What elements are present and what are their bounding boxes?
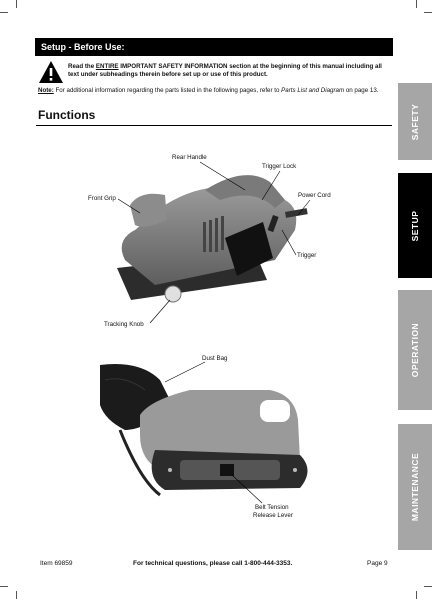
belt-sander-bottom-illustration (100, 360, 330, 510)
tab-setup-label: SETUP (410, 210, 420, 241)
callout-power-cord: Power Cord (298, 192, 331, 199)
tab-operation[interactable] (398, 290, 432, 410)
crop-mark (424, 586, 432, 587)
callout-trigger: Trigger (297, 252, 317, 259)
footer-item-number: Item 69859 (40, 560, 73, 567)
callout-trigger-lock: Trigger Lock (262, 163, 297, 170)
crop-mark (424, 12, 432, 13)
section-banner (35, 38, 393, 56)
warning-text-pre: Read the (68, 63, 96, 70)
title-divider (36, 125, 392, 126)
warning-text-entire: ENTIRE (95, 63, 119, 70)
crop-mark (16, 0, 17, 8)
warning-text (68, 63, 388, 79)
callout-dust-bag: Dust Bag (202, 355, 228, 362)
banner-title: Setup - Before Use: (41, 42, 125, 52)
tab-safety-label: SAFETY (410, 103, 420, 140)
page-title: Functions (38, 108, 96, 122)
callout-rear-handle: Rear Handle (172, 154, 207, 161)
crop-mark (16, 591, 17, 599)
parts-list-reference: Parts List and Diagram (281, 87, 345, 94)
callout-front-grip: Front Grip (88, 195, 116, 202)
tab-operation-label: OPERATION (410, 322, 420, 378)
callout-belt-tension-line2: Release Lever (253, 512, 293, 519)
belt-sander-top-illustration (95, 160, 345, 320)
crop-mark (0, 12, 8, 13)
crop-mark (0, 586, 8, 587)
note-text (38, 87, 388, 95)
crop-mark (416, 591, 417, 599)
tab-maintenance[interactable] (398, 424, 432, 550)
warning-triangle-icon (38, 60, 64, 84)
tab-setup[interactable] (398, 173, 432, 278)
footer-support-line: For technical questions, please call 1-800-444-3353. (133, 560, 293, 567)
callout-belt-tension-line1: Belt Tension (255, 504, 289, 511)
warning-text-post: IMPORTANT SAFETY INFORMATION section at the beginning of this manual including all text under subheadings therein before set up or use of this product. (68, 63, 382, 78)
note-post: on page 13. (344, 87, 379, 94)
footer-page-number: Page 9 (367, 560, 388, 567)
crop-mark (416, 0, 417, 8)
tab-maintenance-label: MAINTENANCE (410, 452, 420, 522)
callout-tracking-knob: Tracking Knob (104, 321, 144, 328)
tab-safety[interactable] (398, 83, 432, 160)
note-label: Note: (38, 87, 54, 94)
note-pre: For additional information regarding the parts listed in the following pages, refer to (53, 87, 282, 94)
